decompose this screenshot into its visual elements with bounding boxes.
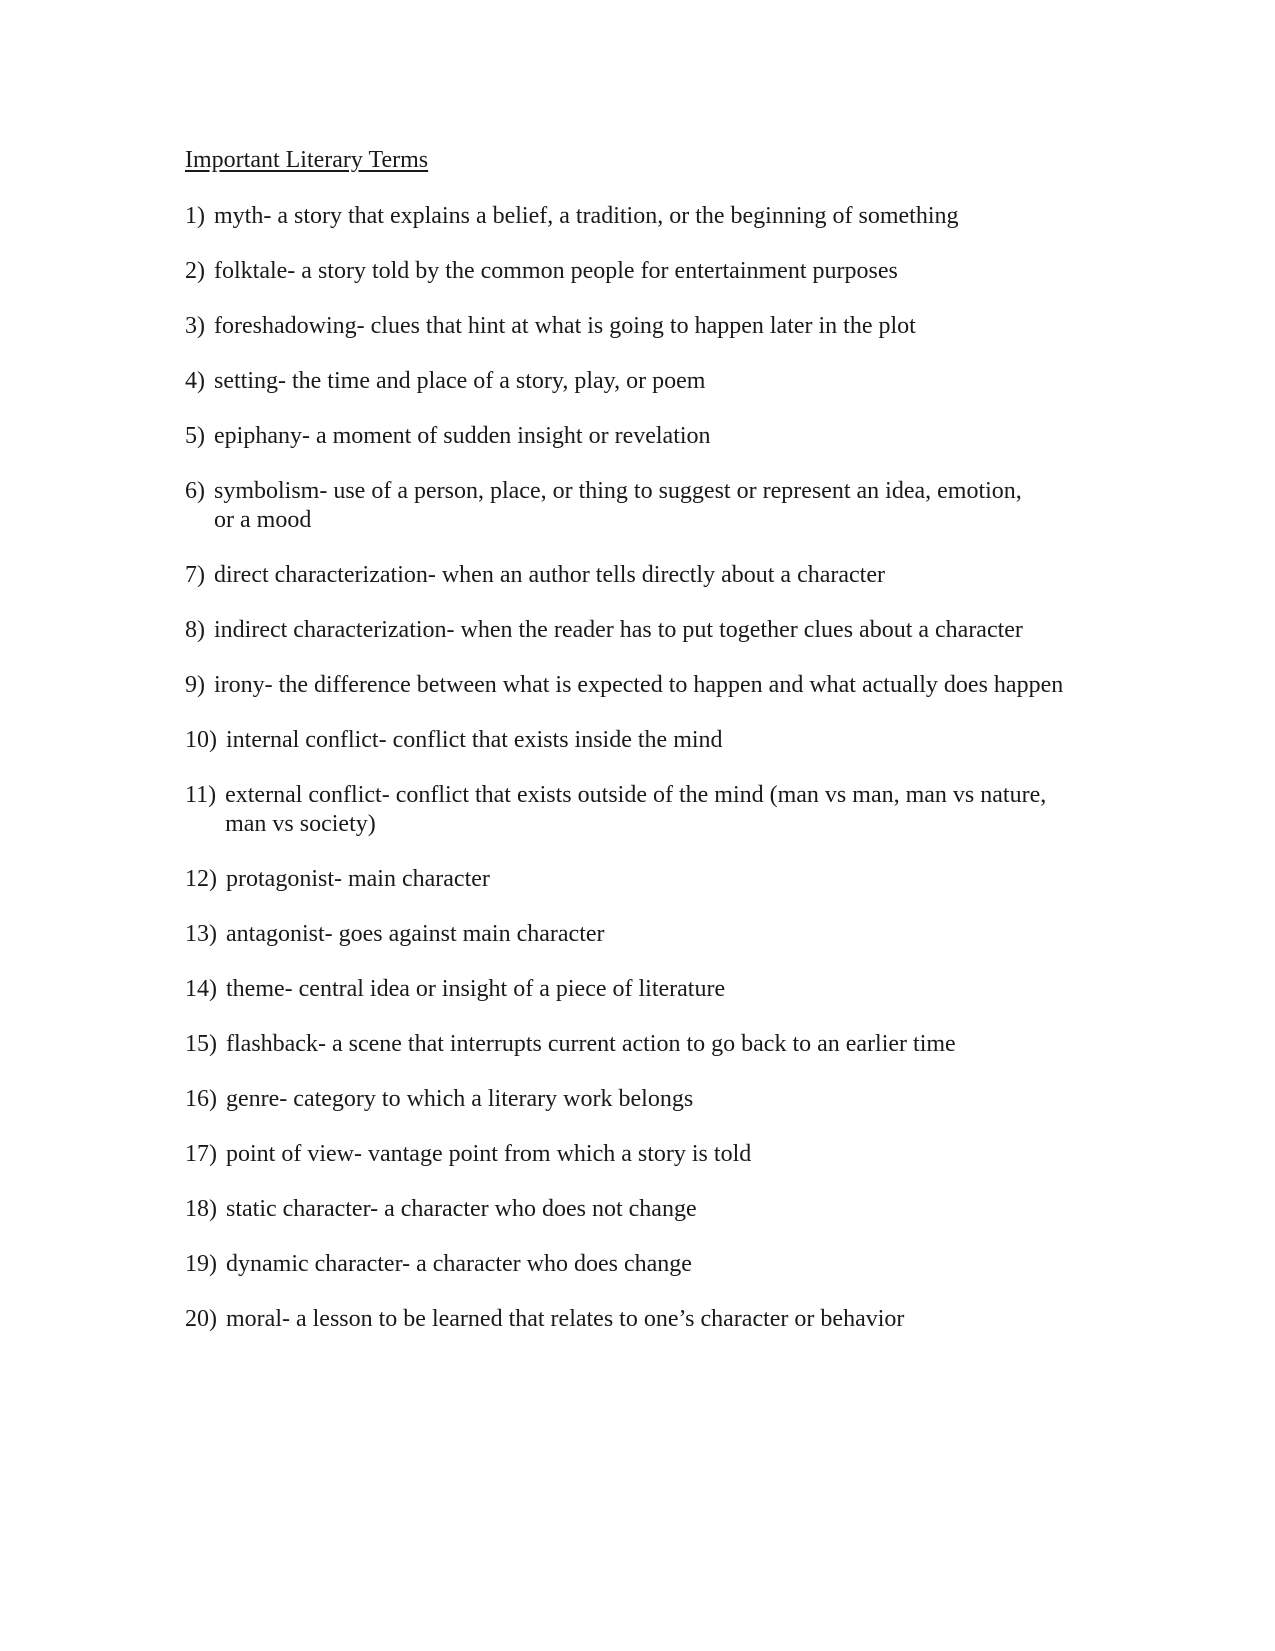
- term-number: 9): [185, 672, 205, 698]
- term-definition-line: epiphany- a moment of sudden insight or revelation: [214, 423, 711, 449]
- term-definition: [214, 477, 1185, 535]
- term-item: [185, 1030, 1185, 1059]
- term-definition: [214, 202, 1185, 231]
- term-number: 12): [185, 866, 217, 892]
- term-definition: [226, 1030, 1185, 1059]
- term-item: [185, 422, 1185, 451]
- term-definition: [214, 257, 1185, 286]
- term-number: 11): [185, 782, 217, 808]
- term-definition: [225, 781, 1185, 839]
- term-definition-line: genre- category to which a literary work belongs: [226, 1086, 694, 1112]
- term-number: 17): [185, 1141, 217, 1167]
- document-title: Important Literary Terms: [185, 147, 429, 173]
- term-item: [185, 975, 1185, 1004]
- term-definition-line: protagonist- main character: [226, 866, 490, 892]
- term-number: 2): [185, 258, 205, 284]
- term-definition-line: symbolism- use of a person, place, or thing to suggest or represent an idea, emotion,: [214, 478, 1022, 504]
- term-number: 16): [185, 1086, 217, 1112]
- term-definition-line: setting- the time and place of a story, play, or poem: [214, 368, 706, 394]
- term-item: [185, 726, 1185, 755]
- term-definition-line: static character- a character who does not change: [226, 1196, 697, 1222]
- term-number: 15): [185, 1031, 217, 1057]
- term-item: [185, 1250, 1185, 1279]
- term-item: [185, 865, 1185, 894]
- term-item: [185, 671, 1185, 700]
- term-definition: [214, 367, 1185, 396]
- term-number: 18): [185, 1196, 217, 1222]
- term-definition: [226, 1195, 1185, 1224]
- term-number: 3): [185, 313, 205, 339]
- term-definition-line: moral- a lesson to be learned that relates to one’s character or behavior: [226, 1306, 905, 1332]
- term-definition-line: flashback- a scene that interrupts current action to go back to an earlier time: [226, 1031, 956, 1057]
- term-item: [185, 367, 1185, 396]
- term-definition-line: indirect characterization- when the reader has to put together clues about a character: [214, 617, 1023, 643]
- term-number: 14): [185, 976, 217, 1002]
- term-definition-line: folktale- a story told by the common people for entertainment purposes: [214, 258, 898, 284]
- term-definition: [226, 865, 1185, 894]
- term-item: [185, 1085, 1185, 1114]
- term-number: 19): [185, 1251, 217, 1277]
- term-definition-line: irony- the difference between what is expected to happen and what actually does happen: [214, 672, 1064, 698]
- term-number: 13): [185, 921, 217, 947]
- term-definition: [214, 561, 1185, 590]
- term-definition-line: external conflict- conflict that exists outside of the mind (man vs man, man vs nature,: [225, 782, 1047, 808]
- term-definition: [226, 1140, 1185, 1169]
- term-item: [185, 257, 1185, 286]
- term-number: 8): [185, 617, 205, 643]
- term-item: [185, 477, 1185, 535]
- term-definition-line: myth- a story that explains a belief, a tradition, or the beginning of something: [214, 203, 959, 229]
- term-definition-line: or a mood: [214, 507, 312, 533]
- term-definition-line: antagonist- goes against main character: [226, 921, 605, 947]
- term-number: 4): [185, 368, 205, 394]
- term-definition-line: dynamic character- a character who does change: [226, 1251, 692, 1277]
- term-definition: [226, 1305, 1185, 1334]
- term-number: 1): [185, 203, 205, 229]
- term-item: [185, 616, 1185, 645]
- term-definition: [226, 920, 1185, 949]
- term-list: [185, 202, 1185, 1360]
- term-item: [185, 1305, 1185, 1334]
- term-item: [185, 1195, 1185, 1224]
- term-definition-line: direct characterization- when an author tells directly about a character: [214, 562, 885, 588]
- term-definition: [214, 616, 1185, 645]
- term-item: [185, 561, 1185, 590]
- term-item: [185, 781, 1185, 839]
- term-definition-line: theme- central idea or insight of a piece of literature: [226, 976, 726, 1002]
- term-number: 6): [185, 478, 205, 504]
- term-number: 20): [185, 1306, 217, 1332]
- term-item: [185, 920, 1185, 949]
- term-definition: [226, 1085, 1185, 1114]
- term-definition: [214, 671, 1185, 700]
- term-definition: [226, 726, 1185, 755]
- term-definition: [214, 422, 1185, 451]
- term-definition: [226, 975, 1185, 1004]
- term-number: 7): [185, 562, 205, 588]
- term-item: [185, 312, 1185, 341]
- term-definition-line: internal conflict- conflict that exists inside the mind: [226, 727, 723, 753]
- term-definition: [226, 1250, 1185, 1279]
- term-definition-line: foreshadowing- clues that hint at what is going to happen later in the plot: [214, 313, 916, 339]
- term-number: 10): [185, 727, 217, 753]
- term-definition-line: point of view- vantage point from which a story is told: [226, 1141, 752, 1167]
- term-definition: [214, 312, 1185, 341]
- term-definition-line: man vs society): [225, 811, 376, 837]
- term-item: [185, 1140, 1185, 1169]
- term-item: [185, 202, 1185, 231]
- term-number: 5): [185, 423, 205, 449]
